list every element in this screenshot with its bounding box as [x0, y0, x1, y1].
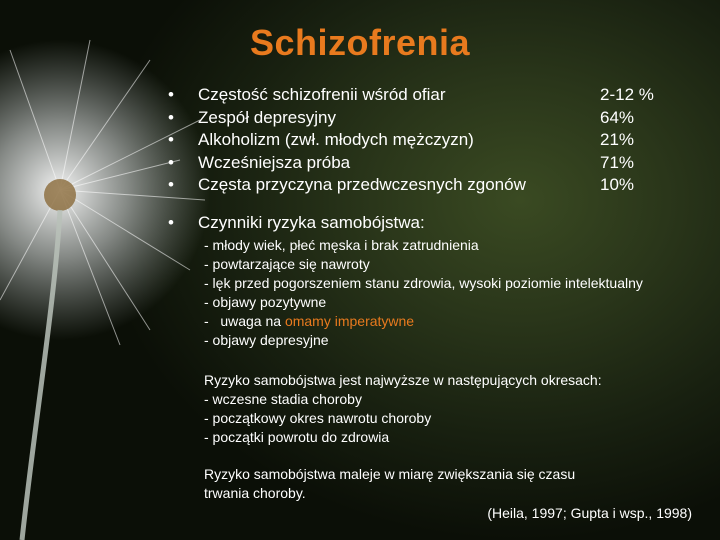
bullet-icon: •	[168, 175, 174, 194]
list-item: - objawy depresyjne	[204, 332, 329, 348]
list-item-value: 64%	[600, 107, 635, 127]
list-item	[168, 174, 688, 197]
list-item-label: Zespół depresyjny	[198, 107, 336, 127]
list-item: - objawy pozytywne	[204, 294, 327, 310]
risk-factors-label: Czynniki ryzyka samobójstwa:	[198, 213, 425, 232]
citation: (Heila, 1997; Gupta i wsp., 1998)	[487, 505, 692, 521]
list-item	[168, 84, 688, 107]
list-item: - początkowy okres nawrotu choroby	[204, 410, 432, 426]
list-item-value: 21%	[600, 130, 635, 149]
hallucination-prefix: - uwaga na	[204, 313, 285, 329]
duration-note	[204, 465, 575, 503]
bullet-icon: •	[168, 130, 174, 149]
list-item	[168, 129, 688, 152]
hallucination-highlight: omamy imperatywne	[284, 313, 415, 329]
duration-line: Ryzyko samobójstwa maleje w miarę zwiększania się czasu	[204, 466, 576, 482]
slide-title: Schizofrenia	[249, 22, 471, 63]
list-item-value: 10%	[600, 175, 635, 194]
bullet-icon: •	[168, 85, 174, 104]
duration-line: trwania choroby.	[204, 485, 306, 501]
list-item: - powtarzające się nawroty	[204, 256, 370, 272]
list-item-label: Wcześniejsza próba	[198, 152, 351, 172]
list-item	[204, 312, 643, 331]
bullet-icon: •	[168, 152, 174, 172]
list-item-label: Częsta przyczyna przedwczesnych zgonów	[198, 175, 526, 194]
list-item-label: Alkoholizm (zwł. młodych mężczyzn)	[198, 130, 474, 149]
statistics-list	[168, 84, 688, 197]
list-item: - wczesne stadia choroby	[204, 391, 362, 407]
list-item	[168, 152, 688, 175]
risk-factors-list	[204, 236, 643, 350]
list-item: - lęk przed pogorszeniem stanu zdrowia, wysoki poziomie intelektualny	[204, 275, 643, 291]
list-item: - młody wiek, płeć męska i brak zatrudnienia	[204, 237, 479, 253]
risk-periods-block	[204, 371, 602, 447]
bullet-icon: •	[168, 213, 174, 232]
bullet-icon: •	[168, 107, 174, 127]
risk-periods-heading: Ryzyko samobójstwa jest najwyższe w następujących okresach:	[204, 372, 602, 388]
list-item-value: 71%	[600, 152, 635, 172]
list-item-value: 2-12 %	[600, 85, 654, 104]
list-item: - początki powrotu do zdrowia	[204, 429, 390, 445]
list-item-label: Częstość schizofrenii wśród ofiar	[198, 85, 446, 104]
list-item	[168, 107, 688, 130]
